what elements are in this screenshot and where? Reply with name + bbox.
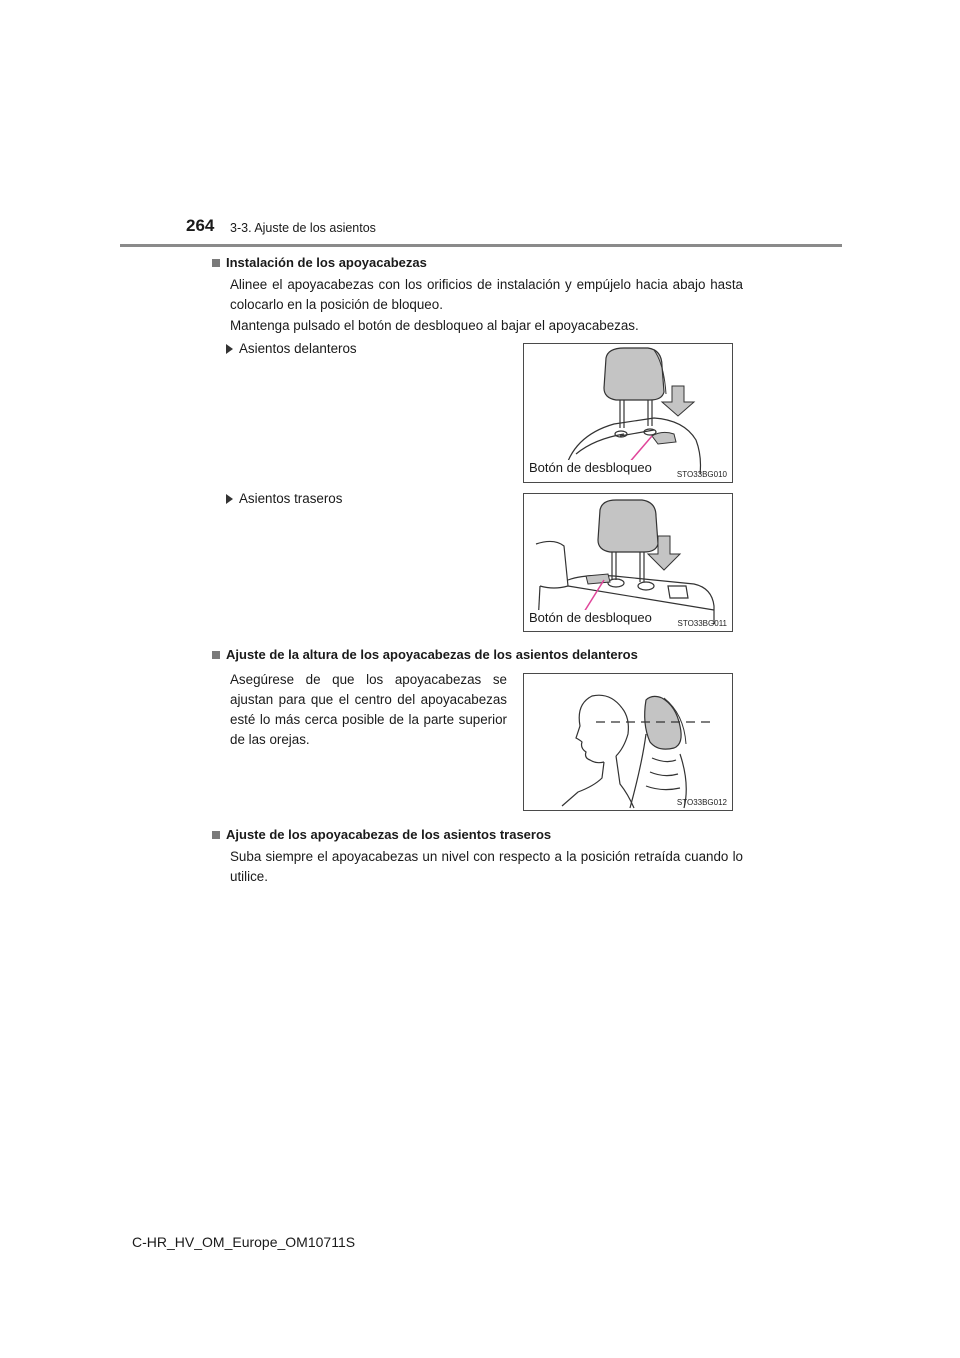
height-heading bbox=[212, 647, 638, 662]
headrest-height-illustration bbox=[524, 674, 732, 810]
height-heading-text: Ajuste de la altura de los apoyacabezas de los asientos delanteros bbox=[226, 647, 638, 662]
rear-seats-bullet bbox=[226, 491, 342, 506]
document-id: C-HR_HV_OM_Europe_OM10711S bbox=[132, 1234, 356, 1250]
rear-seats-label: Asientos traseros bbox=[239, 491, 343, 506]
install-paragraph-1: Alinee el apoyacabezas con los orificios de instalación y empújelo hacia abajo hasta colocarlo en la posición de bloqueo. bbox=[230, 277, 743, 312]
height-figure-code: STO33BG012 bbox=[676, 798, 727, 807]
triangle-bullet-icon bbox=[226, 494, 233, 504]
section-title: 3-3. Ajuste de los asientos bbox=[230, 221, 376, 235]
rear-headrest-figure bbox=[523, 493, 733, 632]
triangle-bullet-icon bbox=[226, 344, 233, 354]
rear-adjust-paragraph: Suba siempre el apoyacabezas un nivel con respecto a la posición retraída cuando lo utilice. bbox=[230, 849, 743, 884]
front-seats-bullet bbox=[226, 341, 357, 356]
square-bullet-icon bbox=[212, 831, 220, 839]
install-heading-text: Instalación de los apoyacabezas bbox=[226, 255, 427, 270]
rear-adjust-heading-text: Ajuste de los apoyacabezas de los asientos traseros bbox=[226, 827, 552, 842]
page-number: 264 bbox=[186, 216, 215, 235]
front-figure-code: STO33BG010 bbox=[676, 470, 727, 479]
square-bullet-icon bbox=[212, 259, 220, 267]
install-heading bbox=[212, 255, 427, 270]
height-paragraph: Asegúrese de que los apoyacabezas se ajustan para que el centro del apoyacabezas esté lo más cerca posible de la parte superior de las orejas. bbox=[230, 672, 507, 747]
rear-figure-code: STO33BG011 bbox=[677, 619, 727, 628]
square-bullet-icon bbox=[212, 651, 220, 659]
rear-release-button-label: Botón de desbloqueo bbox=[529, 610, 652, 625]
front-seats-label: Asientos delanteros bbox=[239, 341, 357, 356]
front-headrest-figure bbox=[523, 343, 733, 483]
front-release-button-label: Botón de desbloqueo bbox=[529, 460, 652, 475]
header-rule bbox=[120, 244, 842, 247]
headrest-height-figure bbox=[523, 673, 733, 811]
install-paragraph-2: Mantenga pulsado el botón de desbloqueo al bajar el apoyacabezas. bbox=[230, 318, 639, 333]
rear-adjust-heading bbox=[212, 827, 551, 842]
